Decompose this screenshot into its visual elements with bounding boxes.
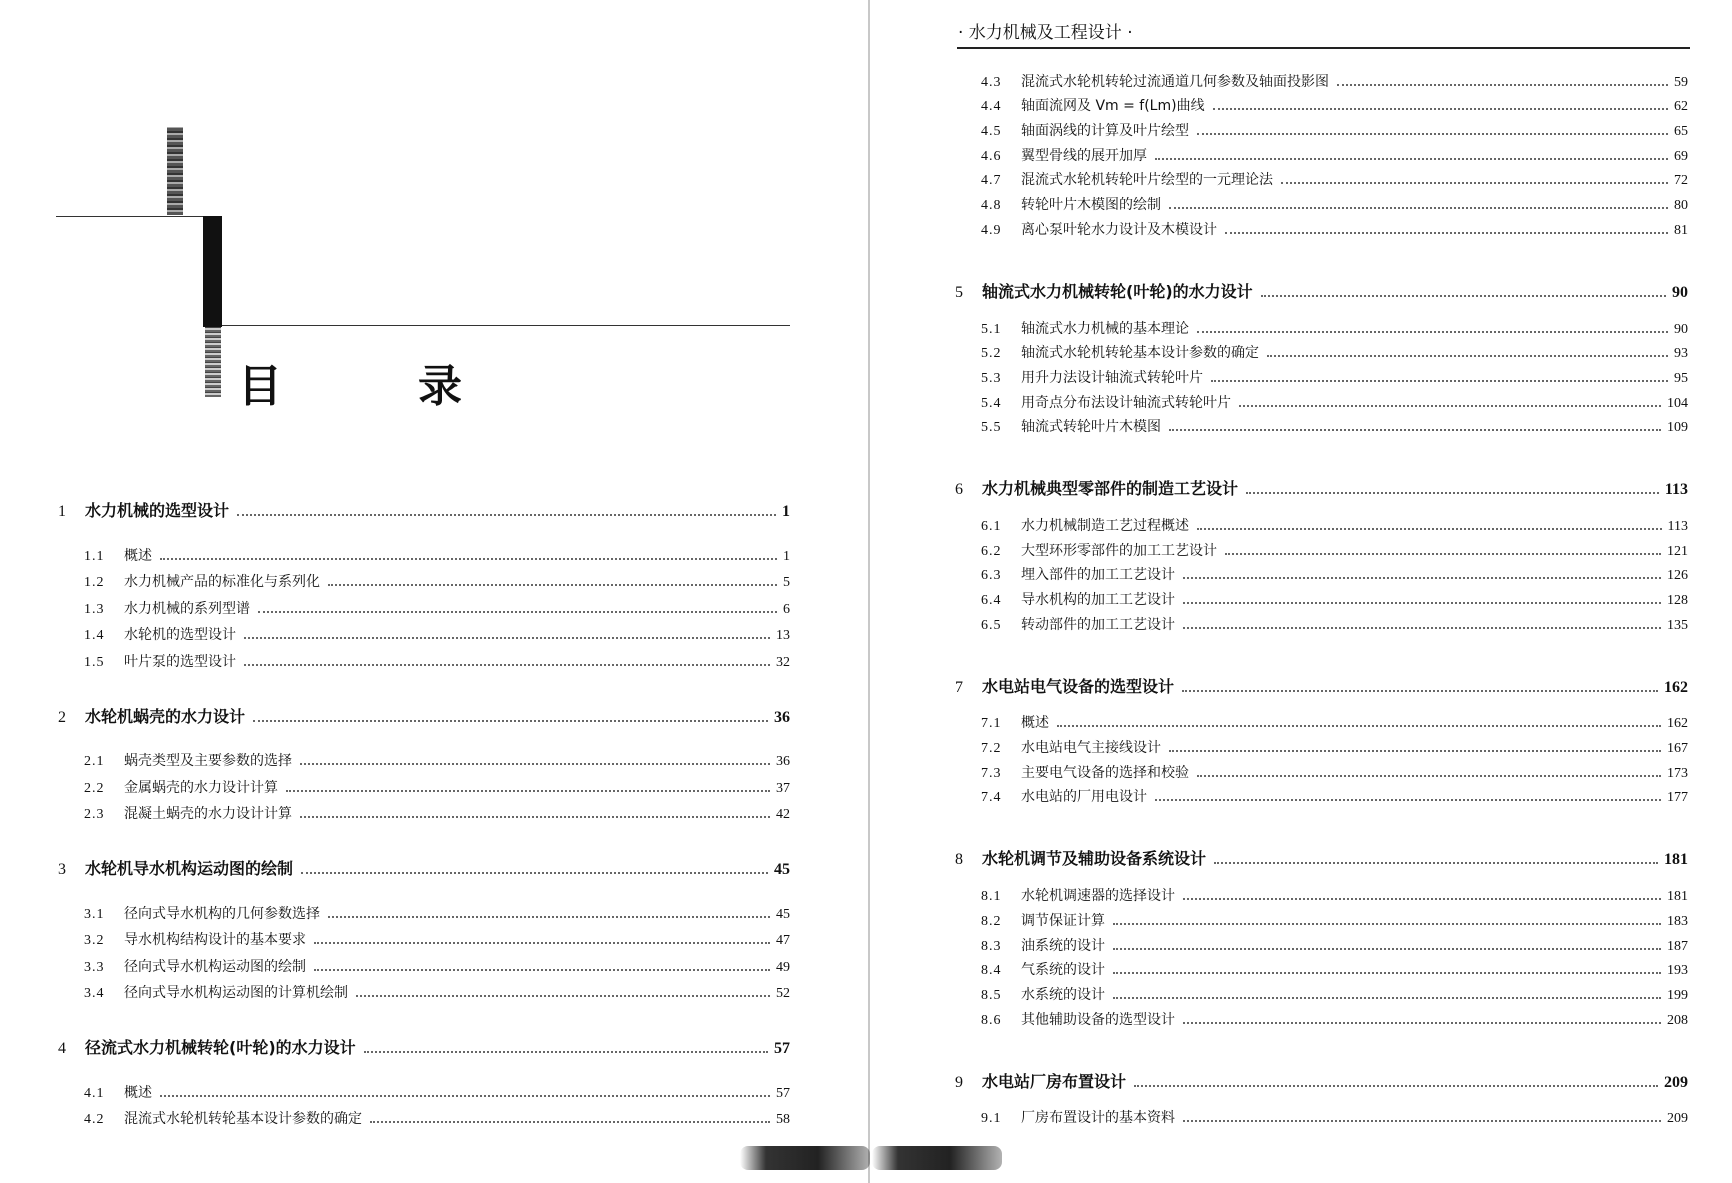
toc-chapter-entry[interactable] — [955, 473, 1688, 499]
entry-number: 4.8 — [981, 198, 1002, 214]
entry-number: 7.4 — [981, 790, 1002, 806]
entry-title: 导水机构结构设计的基本要求 — [124, 932, 306, 948]
entry-title: 轴流式水轮机转轮基本设计参数的确定 — [1021, 345, 1259, 362]
toc-section-entry[interactable] — [955, 930, 1688, 955]
entry-number: 9.1 — [981, 1111, 1002, 1127]
dot-leader — [1182, 690, 1658, 692]
dot-leader — [160, 1095, 770, 1097]
entry-page-number: 183 — [1667, 913, 1688, 929]
toc-section-entry[interactable] — [955, 757, 1688, 782]
entry-title: 用升力法设计轴流式转轮叶片 — [1021, 369, 1203, 386]
entry-number: 4 — [58, 1040, 66, 1057]
entry-title: 金属蜗壳的水力设计计算 — [124, 779, 278, 796]
entry-page-number: 57 — [776, 1085, 790, 1101]
entry-number: 8.3 — [981, 938, 1002, 954]
toc-section-entry[interactable] — [58, 770, 790, 797]
entry-number: 4.5 — [981, 124, 1002, 140]
toc-chapter-entry[interactable] — [955, 843, 1688, 869]
toc-section-entry[interactable] — [58, 797, 790, 824]
entry-page-number: 121 — [1667, 543, 1688, 559]
toc-section-entry[interactable] — [58, 1075, 790, 1102]
toc-chapter-entry[interactable] — [955, 1066, 1688, 1092]
dot-leader — [258, 611, 777, 613]
entry-page-number: 173 — [1667, 765, 1688, 781]
entry-page-number: 81 — [1674, 222, 1688, 238]
entry-title: 水轮机导水机构运动图的绘制 — [85, 859, 294, 878]
entry-title: 厂房布置设计的基本资料 — [1021, 1110, 1175, 1127]
entry-title: 混流式水轮机转轮过流通道几何参数及轴面投影图 — [1021, 73, 1329, 90]
entry-title: 概述 — [124, 1084, 152, 1101]
entry-page-number: 45 — [776, 906, 790, 922]
entry-title: 概述 — [124, 547, 152, 564]
dot-leader — [1183, 577, 1661, 579]
toc-section-entry[interactable] — [955, 1103, 1688, 1128]
toc-section-entry[interactable] — [58, 618, 790, 645]
entry-number: 8.2 — [981, 913, 1002, 929]
dot-leader — [300, 816, 770, 818]
toc-section-entry[interactable] — [955, 535, 1688, 560]
toc-section-entry[interactable] — [58, 896, 790, 923]
dot-leader — [356, 995, 770, 997]
decorative-rule — [56, 216, 222, 217]
dot-leader — [1183, 1120, 1661, 1122]
entry-title: 转动部件的加工工艺设计 — [1021, 616, 1175, 633]
entry-page-number: 104 — [1667, 395, 1688, 411]
entry-number: 7 — [955, 678, 963, 696]
entry-page-number: 177 — [1667, 790, 1688, 806]
entry-page-number: 162 — [1667, 716, 1688, 732]
entry-number: 4.6 — [981, 148, 1002, 164]
entry-page-number: 36 — [774, 708, 790, 726]
entry-title: 油系统的设计 — [1021, 937, 1105, 954]
toc-section-entry[interactable] — [955, 338, 1688, 363]
entry-title: 大型环形零部件的加工工艺设计 — [1021, 542, 1217, 559]
toc-section-entry[interactable] — [955, 115, 1688, 140]
entry-number: 2.2 — [84, 780, 105, 796]
entry-number: 8.1 — [981, 889, 1002, 905]
entry-title: 水轮机调速器的选择设计 — [1021, 888, 1175, 905]
decorative-black-bar — [203, 216, 222, 327]
entry-page-number: 80 — [1674, 198, 1688, 214]
scan-smudge — [740, 1146, 870, 1170]
toc-section-entry[interactable] — [58, 538, 790, 565]
entry-number: 5.4 — [981, 395, 1002, 411]
dot-leader — [253, 720, 768, 722]
entry-number: 4.7 — [981, 173, 1002, 189]
dot-leader — [1169, 750, 1661, 752]
entry-page-number: 49 — [776, 959, 790, 975]
dot-leader — [1183, 602, 1661, 604]
dot-leader — [1183, 627, 1661, 629]
entry-page-number: 209 — [1667, 1111, 1688, 1127]
entry-page-number: 181 — [1664, 851, 1688, 869]
dot-leader — [300, 763, 770, 765]
toc-section-entry[interactable] — [955, 165, 1688, 190]
toc-section-entry[interactable] — [955, 880, 1688, 905]
toc-section-entry[interactable] — [955, 955, 1688, 980]
entry-number: 4.1 — [84, 1085, 105, 1101]
toc-section-entry[interactable] — [955, 510, 1688, 535]
dot-leader — [1113, 948, 1661, 950]
entry-number: 1.4 — [84, 628, 105, 643]
toc-section-entry[interactable] — [58, 591, 790, 618]
entry-title: 蜗壳类型及主要参数的选择 — [124, 753, 292, 769]
toc-title: 目 录 — [238, 361, 508, 412]
dot-leader — [1155, 799, 1661, 801]
entry-number: 1.3 — [84, 601, 105, 617]
decorative-rule — [222, 325, 790, 326]
entry-title: 水电站的厂用电设计 — [1021, 789, 1147, 806]
entry-page-number: 162 — [1664, 678, 1688, 696]
entry-number: 1 — [58, 503, 66, 520]
toc-section-entry[interactable] — [955, 708, 1688, 733]
toc-section-entry[interactable] — [955, 905, 1688, 930]
entry-title: 径向式导水机构运动图的计算机绘制 — [124, 985, 348, 1001]
entry-page-number: 181 — [1667, 889, 1688, 905]
entry-title: 水力机械制造工艺过程概述 — [1021, 517, 1189, 534]
entry-title: 气系统的设计 — [1021, 962, 1105, 979]
entry-page-number: 69 — [1674, 148, 1688, 164]
dot-leader — [1239, 405, 1661, 407]
toc-section-entry[interactable] — [955, 412, 1688, 437]
entry-page-number: 90 — [1672, 283, 1688, 301]
dot-leader — [1113, 972, 1661, 974]
entry-title: 用奇点分布法设计轴流式转轮叶片 — [1021, 394, 1231, 411]
toc-list-right — [955, 66, 1688, 1127]
toc-chapter-entry[interactable] — [955, 671, 1688, 697]
entry-page-number: 193 — [1667, 963, 1688, 979]
entry-title: 离心泵叶轮水力设计及木模设计 — [1021, 221, 1217, 238]
toc-section-entry[interactable] — [955, 387, 1688, 412]
toc-section-entry[interactable] — [58, 565, 790, 592]
entry-title: 主要电气设备的选择和校验 — [1021, 764, 1189, 781]
entry-number: 1.2 — [84, 575, 105, 590]
entry-title: 水力机械产品的标准化与系列化 — [124, 574, 320, 590]
entry-page-number: 167 — [1667, 741, 1688, 757]
dot-leader — [1211, 380, 1668, 382]
scan-smudge — [872, 1146, 1002, 1170]
entry-number: 3 — [58, 861, 66, 878]
dot-leader — [1183, 1022, 1661, 1024]
entry-number: 4.4 — [981, 99, 1002, 115]
dot-leader — [1267, 355, 1668, 357]
entry-title: 水轮机的选型设计 — [124, 627, 236, 643]
running-head: · 水力机械及工程设计 · — [958, 23, 1133, 43]
entry-page-number: 1 — [783, 548, 790, 564]
entry-number: 6 — [955, 481, 963, 499]
entry-title: 混凝土蜗壳的水力设计计算 — [124, 806, 292, 822]
entry-title: 水电站电气主接线设计 — [1021, 740, 1161, 757]
entry-number: 5.3 — [981, 370, 1002, 386]
entry-page-number: 32 — [776, 654, 790, 670]
toc-section-entry[interactable] — [955, 189, 1688, 214]
dot-leader — [1225, 553, 1661, 555]
toc-section-entry[interactable] — [58, 923, 790, 950]
dot-leader — [244, 664, 770, 666]
toc-section-entry[interactable] — [955, 66, 1688, 91]
entry-title: 水力机械的选型设计 — [85, 501, 230, 520]
entry-page-number: 6 — [783, 601, 790, 617]
entry-title: 翼型骨线的展开加厚 — [1021, 147, 1147, 164]
toc-section-entry[interactable] — [58, 976, 790, 1003]
header-rule — [957, 47, 1690, 49]
entry-number: 7.2 — [981, 741, 1002, 757]
entry-page-number: 62 — [1674, 99, 1688, 115]
dot-leader — [328, 584, 777, 586]
entry-title: 混流式水轮机转轮基本设计参数的确定 — [124, 1111, 362, 1127]
entry-page-number: 128 — [1667, 593, 1688, 608]
entry-number: 2.1 — [84, 754, 105, 769]
dot-leader — [1197, 133, 1668, 135]
toc-section-entry[interactable] — [955, 140, 1688, 165]
entry-number: 2 — [58, 708, 66, 726]
entry-title: 水轮机蜗壳的水力设计 — [85, 706, 246, 726]
entry-page-number: 52 — [776, 986, 790, 1001]
entry-title: 混流式水轮机转轮叶片绘型的一元理论法 — [1021, 172, 1273, 189]
dot-leader — [1169, 429, 1661, 431]
entry-page-number: 5 — [783, 575, 790, 590]
entry-number: 4.3 — [981, 74, 1002, 90]
entry-number: 3.1 — [84, 906, 105, 922]
dot-leader — [328, 916, 770, 918]
entry-number: 7.3 — [981, 765, 1002, 781]
dot-leader — [1169, 207, 1668, 209]
entry-number: 5.2 — [981, 346, 1002, 362]
toc-section-entry[interactable] — [955, 91, 1688, 116]
entry-page-number: 58 — [776, 1112, 790, 1127]
decorative-gray-bar — [167, 127, 183, 215]
dot-leader — [1337, 84, 1668, 86]
entry-title: 径向式导水机构的几何参数选择 — [124, 905, 320, 922]
entry-title: 水力机械的系列型谱 — [124, 600, 250, 617]
entry-page-number: 36 — [776, 754, 790, 769]
entry-page-number: 113 — [1664, 481, 1688, 499]
toc-section-entry[interactable] — [955, 362, 1688, 387]
entry-number: 8 — [955, 851, 963, 869]
entry-number: 6.4 — [981, 593, 1002, 608]
entry-title: 叶片泵的选型设计 — [124, 653, 236, 670]
entry-number: 4.2 — [84, 1112, 105, 1127]
entry-number: 6.5 — [981, 617, 1002, 633]
toc-section-entry[interactable] — [955, 214, 1688, 239]
entry-page-number: 45 — [774, 861, 790, 878]
entry-page-number: 109 — [1667, 420, 1688, 436]
entry-number: 6.1 — [981, 518, 1002, 534]
entry-page-number: 42 — [776, 807, 790, 822]
entry-page-number: 113 — [1667, 518, 1688, 534]
entry-page-number: 37 — [776, 780, 790, 796]
toc-section-entry[interactable] — [955, 979, 1688, 1004]
entry-page-number: 13 — [776, 628, 790, 643]
toc-chapter-entry[interactable] — [58, 1032, 790, 1058]
entry-page-number: 65 — [1674, 124, 1688, 140]
entry-number: 6.2 — [981, 543, 1002, 559]
dot-leader — [1155, 158, 1668, 160]
dot-leader — [160, 558, 777, 560]
dot-leader — [286, 790, 770, 792]
entry-page-number: 93 — [1674, 346, 1688, 362]
toc-chapter-entry[interactable] — [58, 701, 790, 727]
toc-chapter-entry[interactable] — [955, 276, 1688, 302]
entry-title: 水电站电气设备的选型设计 — [982, 676, 1175, 696]
dot-leader — [1183, 898, 1661, 900]
dot-leader — [1213, 108, 1668, 110]
entry-title: 埋入部件的加工工艺设计 — [1021, 567, 1175, 584]
toc-section-entry[interactable] — [955, 560, 1688, 585]
entry-title: 导水机构的加工工艺设计 — [1021, 592, 1175, 608]
entry-title: 水系统的设计 — [1021, 986, 1105, 1003]
toc-section-entry[interactable] — [955, 313, 1688, 338]
toc-section-entry[interactable] — [58, 1102, 790, 1129]
entry-page-number: 1 — [782, 503, 790, 520]
entry-page-number: 209 — [1664, 1073, 1688, 1091]
entry-title: 轴流式水力机械转轮(叶轮)的水力设计 — [982, 281, 1253, 301]
dot-leader — [1281, 182, 1668, 184]
dot-leader — [1261, 295, 1666, 297]
dot-leader — [1197, 775, 1661, 777]
entry-number: 3.2 — [84, 933, 105, 948]
entry-page-number: 208 — [1667, 1012, 1688, 1028]
dot-leader — [1225, 232, 1668, 234]
entry-title: 水轮机调节及辅助设备系统设计 — [982, 849, 1207, 869]
entry-title: 其他辅助设备的选型设计 — [1021, 1011, 1175, 1028]
entry-number: 7.1 — [981, 716, 1002, 732]
entry-title: 轴流式转轮叶片木模图 — [1021, 419, 1161, 436]
entry-title: 水电站厂房布置设计 — [982, 1071, 1127, 1091]
entry-title: 轴流式水力机械的基本理论 — [1021, 320, 1189, 337]
entry-page-number: 72 — [1674, 173, 1688, 189]
toc-section-entry[interactable] — [58, 949, 790, 976]
dot-leader — [244, 637, 770, 639]
entry-title: 转轮叶片木模图的绘制 — [1021, 197, 1161, 214]
dot-leader — [370, 1121, 770, 1123]
entry-title: 轴面流网及 Vm = f(Lm)曲线 — [1021, 98, 1205, 115]
toc-list-left — [58, 495, 790, 1128]
dot-leader — [1246, 492, 1659, 494]
entry-number: 2.3 — [84, 807, 105, 822]
toc-section-entry[interactable] — [955, 584, 1688, 609]
dot-leader — [1197, 528, 1662, 530]
toc-chapter-entry[interactable] — [58, 495, 790, 521]
dot-leader — [364, 1051, 768, 1053]
entry-number: 9 — [955, 1073, 963, 1091]
dot-leader — [301, 872, 768, 874]
toc-section-entry[interactable] — [58, 744, 790, 771]
decorative-dotted-bar — [205, 327, 221, 397]
entry-number: 8.4 — [981, 963, 1002, 979]
dot-leader — [237, 514, 776, 516]
entry-number: 6.3 — [981, 568, 1002, 584]
entry-page-number: 199 — [1667, 987, 1688, 1003]
entry-title: 概述 — [1021, 715, 1049, 732]
dot-leader — [314, 942, 770, 944]
entry-title: 轴面涡线的计算及叶片绘型 — [1021, 123, 1189, 140]
entry-number: 1.5 — [84, 654, 105, 670]
entry-page-number: 135 — [1667, 617, 1688, 633]
entry-number: 5.5 — [981, 420, 1002, 436]
entry-number: 4.9 — [981, 222, 1002, 238]
dot-leader — [1113, 923, 1661, 925]
dot-leader — [1197, 331, 1668, 333]
dot-leader — [1057, 725, 1661, 727]
dot-leader — [1214, 862, 1658, 864]
entry-page-number: 187 — [1667, 938, 1688, 954]
entry-number: 5.1 — [981, 321, 1002, 337]
entry-page-number: 126 — [1667, 568, 1688, 584]
entry-number: 8.6 — [981, 1012, 1002, 1028]
entry-page-number: 57 — [774, 1040, 790, 1057]
entry-page-number: 59 — [1674, 74, 1688, 90]
entry-title: 调节保证计算 — [1021, 912, 1105, 929]
entry-title: 径流式水力机械转轮(叶轮)的水力设计 — [85, 1038, 356, 1057]
toc-section-entry[interactable] — [58, 644, 790, 671]
entry-page-number: 47 — [776, 933, 790, 948]
dot-leader — [1134, 1085, 1658, 1087]
entry-number: 5 — [955, 283, 963, 301]
dot-leader — [314, 969, 770, 971]
entry-title: 水力机械典型零部件的制造工艺设计 — [982, 479, 1239, 499]
entry-title: 径向式导水机构运动图的绘制 — [124, 958, 306, 975]
toc-section-entry[interactable] — [955, 1004, 1688, 1029]
toc-section-entry[interactable] — [955, 609, 1688, 634]
page-gutter — [868, 0, 870, 1183]
entry-number: 3.3 — [84, 959, 105, 975]
toc-section-entry[interactable] — [955, 782, 1688, 807]
toc-section-entry[interactable] — [955, 732, 1688, 757]
entry-page-number: 90 — [1674, 321, 1688, 337]
dot-leader — [1113, 997, 1661, 999]
entry-number: 1.1 — [84, 548, 105, 564]
entry-page-number: 95 — [1674, 370, 1688, 386]
entry-number: 8.5 — [981, 987, 1002, 1003]
entry-number: 3.4 — [84, 986, 105, 1001]
toc-chapter-entry[interactable] — [58, 853, 790, 879]
